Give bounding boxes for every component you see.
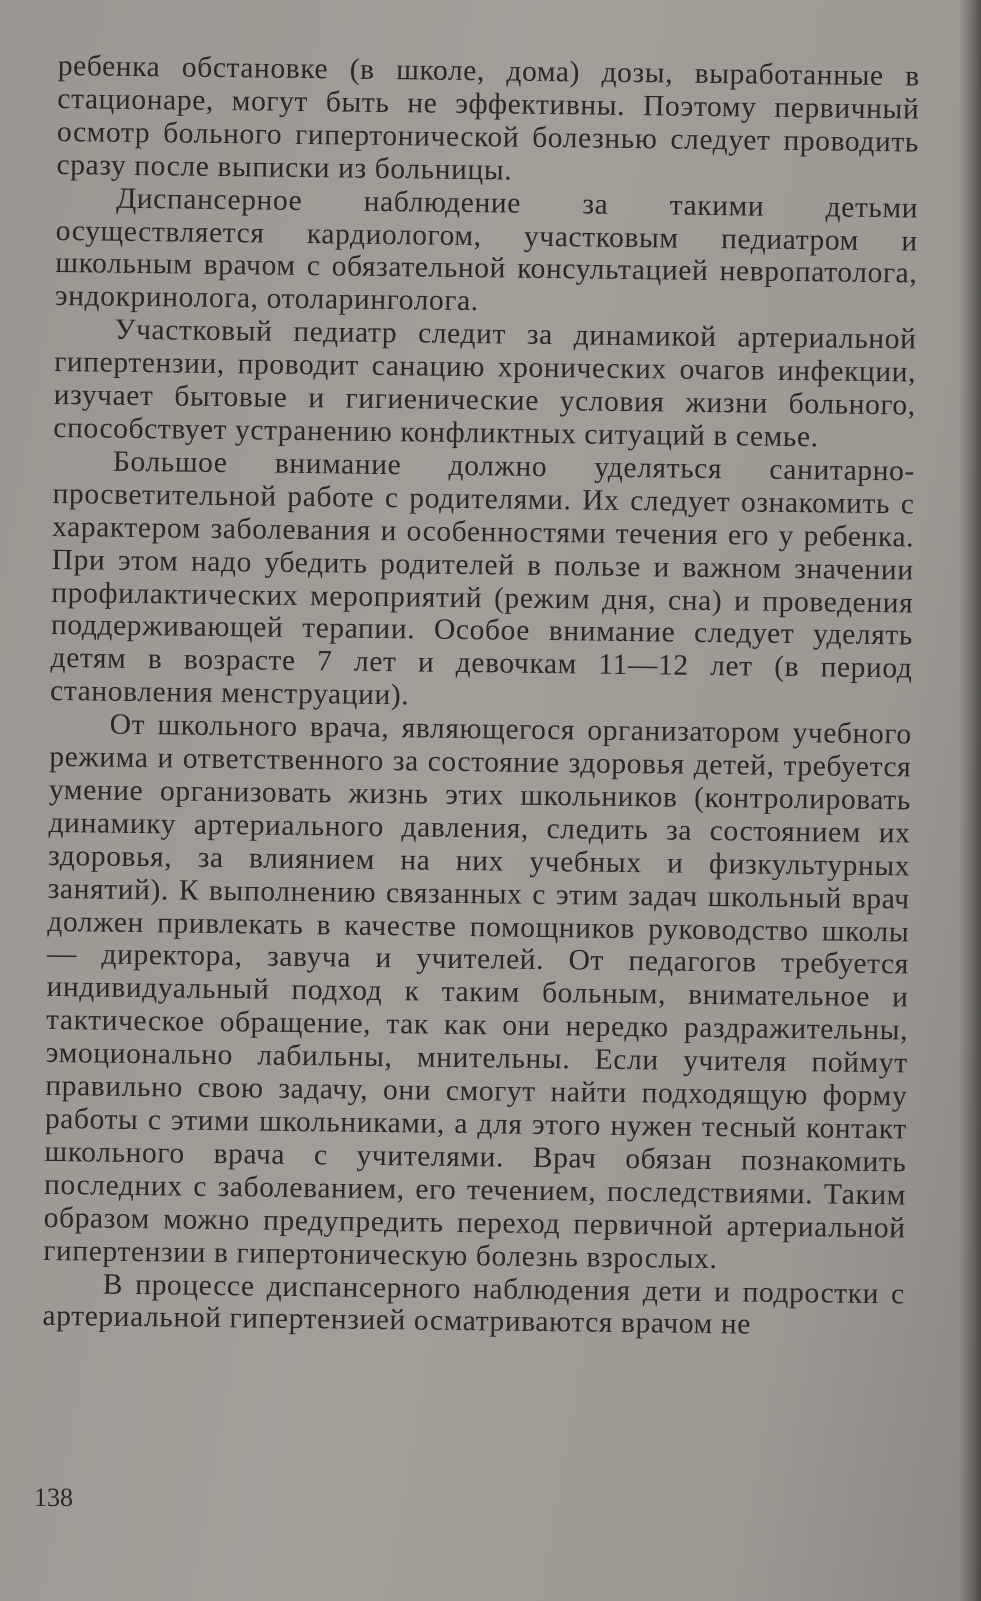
paragraph-3: Участковый педиатр следит за динамикой артериальной гипертензии, проводит санацию хронических очагов инфекции, изучает бытовые и гигиенические условия жизни больного, способствует устранению конфликтных ситуаций в семье. [53, 313, 917, 454]
body-text [42, 50, 920, 1344]
page-number: 138 [34, 1483, 73, 1512]
paragraph-6: В процессе диспансерного наблюдения дети и подростки с артериальной гипертензией осматриваются врачом не [42, 1268, 906, 1341]
paragraph-4: Большое внимание должно уделяться санитарно-просветительной работе с родителями. Их следует ознакомить с характером заболевания и особенностями течения его у ребенка. При этом надо убедить родителей в пользе и важном значении профилактических мероприятий (режим дня, сна) и проведения поддерживающей терапии. Особое внимание следует уделять детям в возрасте 7 лет и девочкам 11—12 лет (в период становления менструации). [49, 445, 916, 712]
paragraph-5: От школьного врача, являющегося организатором учебного режима и ответственного за состояние здоровья детей, требуется умение организовать жизнь этих школьников (контролировать динамику артериального давления, следить за состоянием их здоровья, за влиянием на них учебных и физкультурных занятий). К выполнению связанных с этим задач школьный врач должен привлекать в качестве помощников руководство школы — директора, завуча и учителей. От педагогов требуется индивидуальный подход к таким больным, внимательное и тактическое обращение, так как они нередко раздражительны, эмоционально лабильны, мнительны. Если учителя поймут правильно свою задачу, они смогут найти подходящую форму работы с этими школьниками, а для этого нужен тесный контакт школьного врача с учителями. Врач обязан познакомить последних с заболеванием, его течением, последствиями. Таким образом можно предупредить переход первичной артериальной гипертензии в гипертоническую болезнь взрослых. [43, 708, 912, 1275]
page-edge-shadow [959, 0, 981, 1601]
paragraph-2: Диспансерное наблюдение за такими детьми осуществляется кардиологом, участковым педиатром и школьным врачом с обязательной консультацией невропатолога, эндокринолога, отоларинголога. [54, 182, 919, 318]
paragraph-1: ребенка обстановке (в школе, дома) дозы, выработанные в стационаре, могут быть не эффективны. Поэтому первичный осмотр больного гипертонической болезнью следует проводить сразу после выписки из больницы. [56, 50, 920, 187]
